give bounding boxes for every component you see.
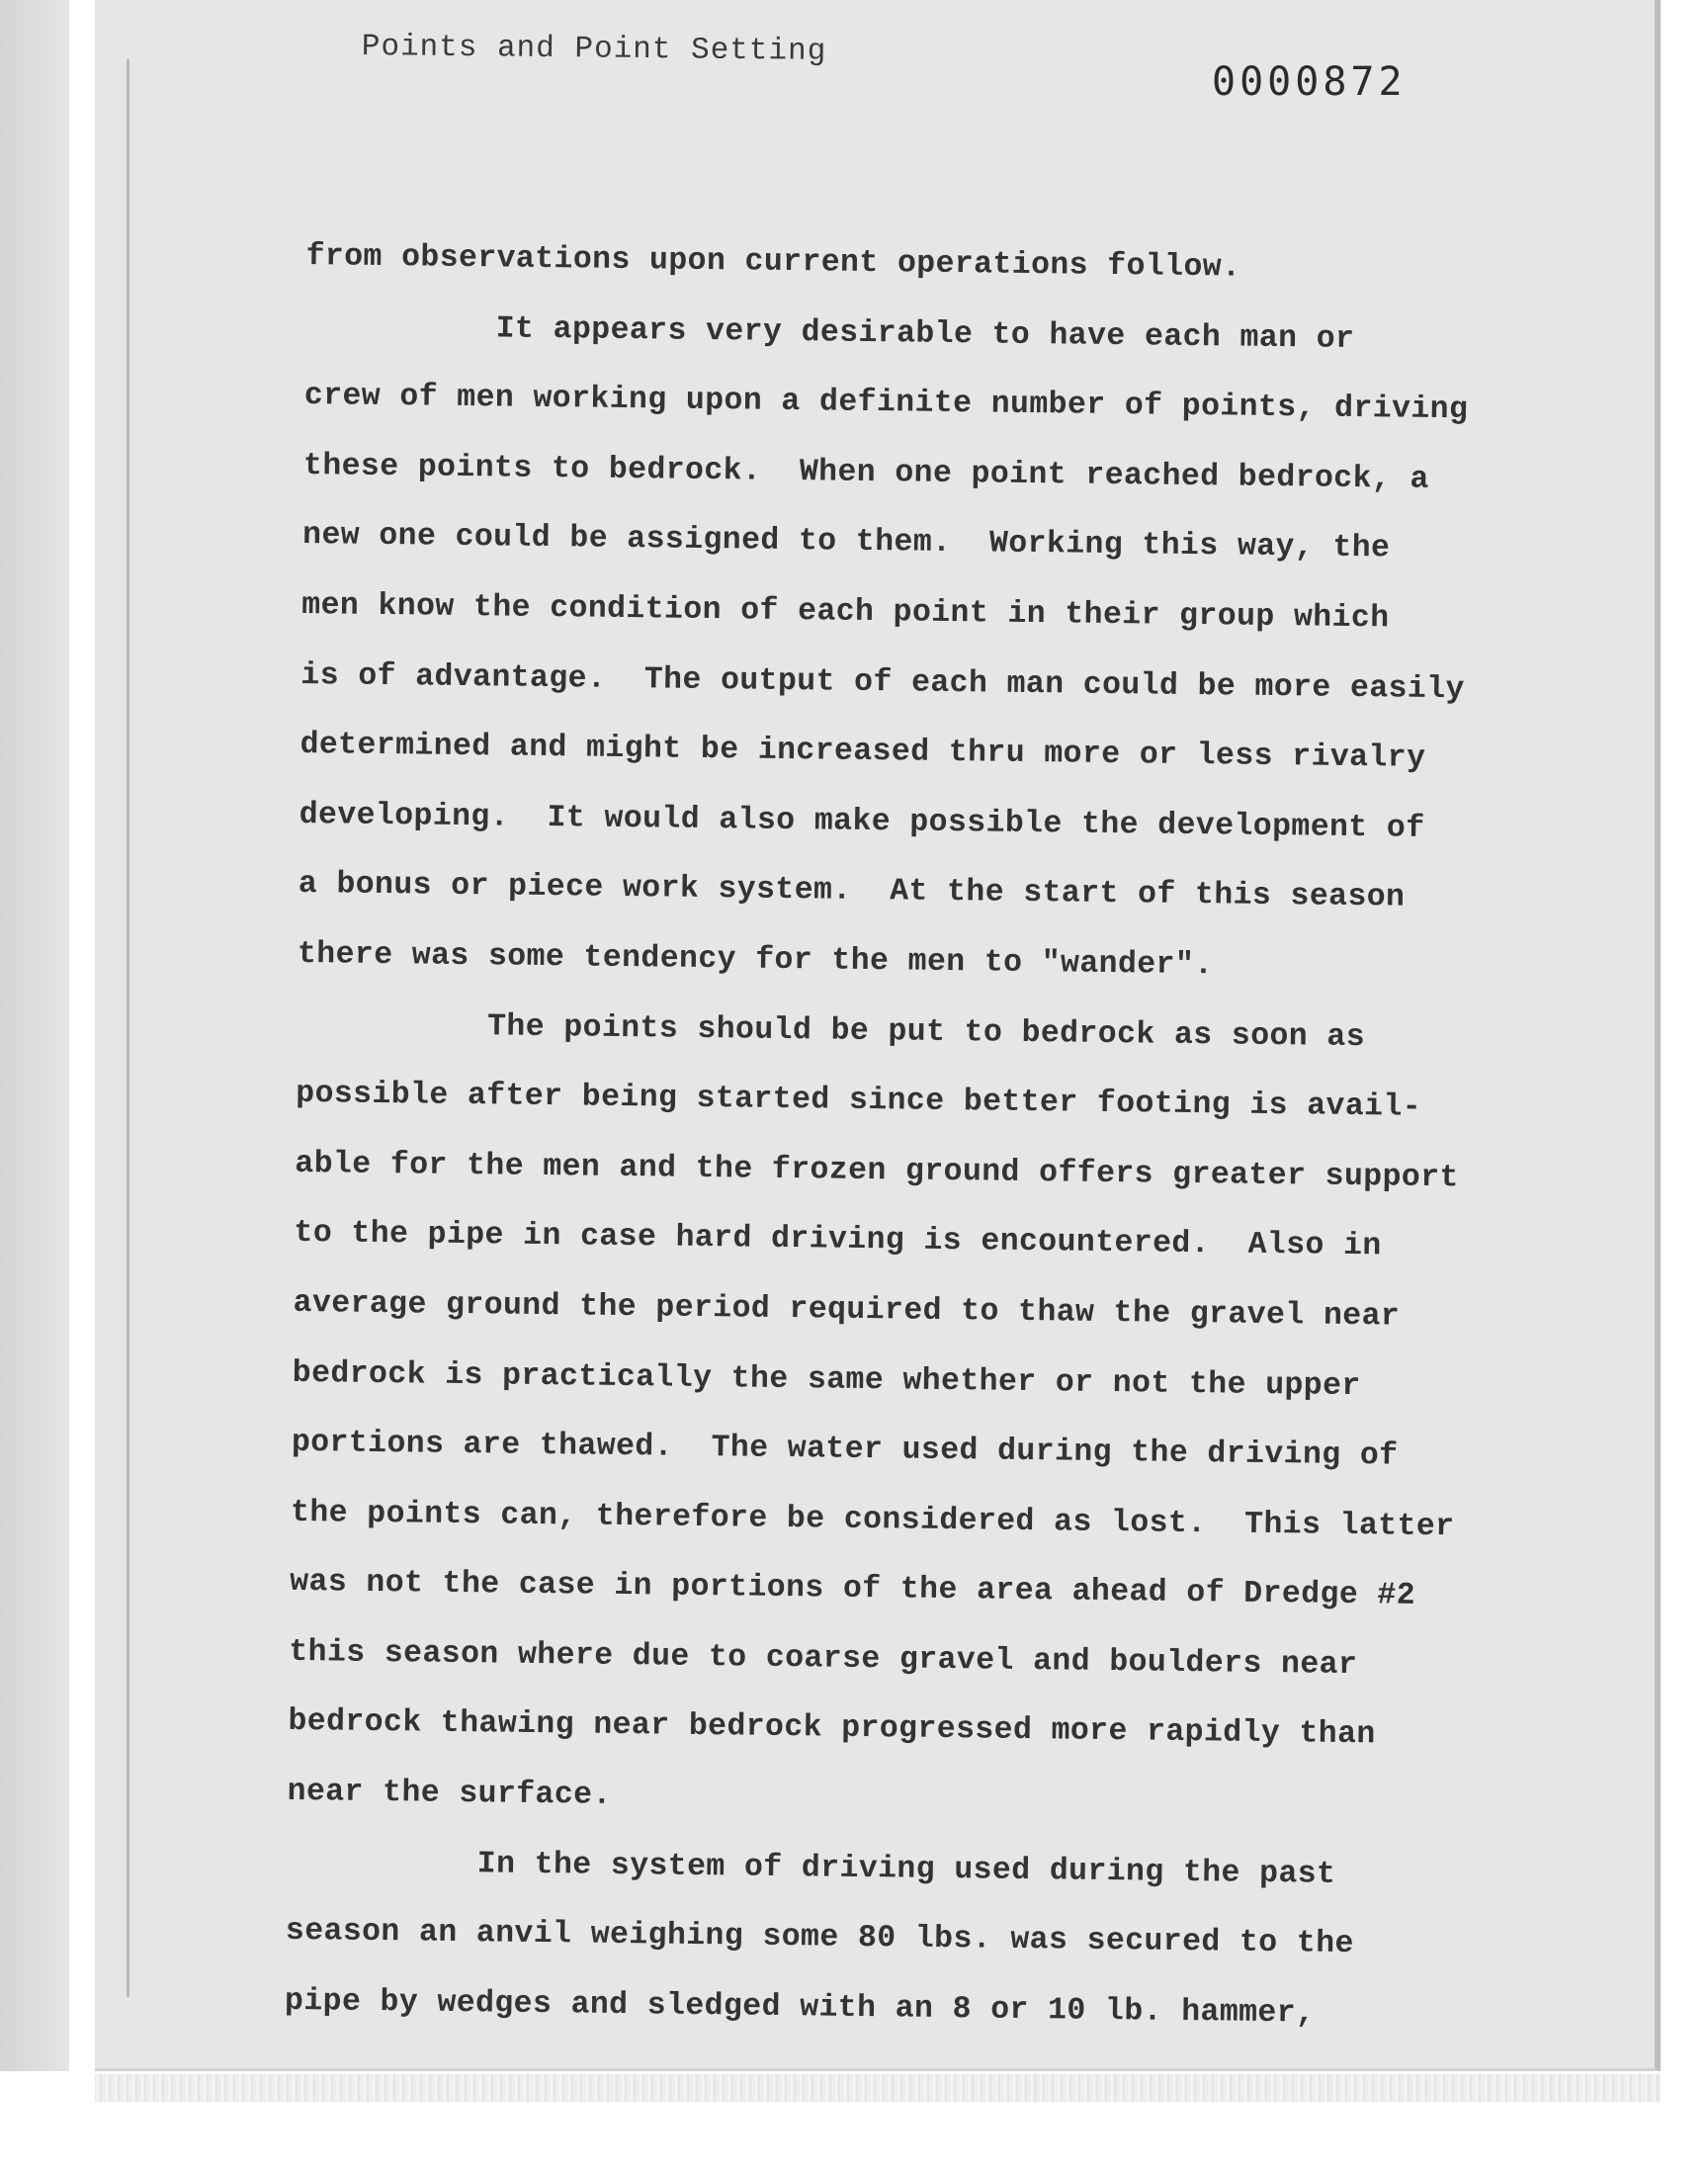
text-line: to the pipe in case hard driving is encountered. Also in	[294, 1216, 1382, 1264]
text-line: portions are thawed. The water used during the driving of	[291, 1426, 1399, 1474]
page-left-rule	[127, 59, 129, 1997]
text-line: is of advantage. The output of each man could be more easily	[300, 657, 1466, 707]
text-line: bedrock thawing near bedrock progressed more rapidly than	[288, 1704, 1376, 1753]
text-line: possible after being started since better footing is avail-	[296, 1077, 1422, 1125]
text-line: season an anvil weighing some 80 lbs. was secured to the	[285, 1914, 1354, 1962]
text-line: was not the case in portions of the area ahead of Dredge #2	[289, 1565, 1416, 1614]
text-line: new one could be assigned to them. Working this way, the	[301, 518, 1391, 566]
scan-margin-shadow	[0, 0, 69, 2071]
text-line: average ground the period required to thaw the gravel near	[293, 1285, 1401, 1335]
text-line: near the surface.	[287, 1774, 612, 1813]
text-line: pipe by wedges and sledged with an 8 or 10 lb. hammer,	[284, 1983, 1316, 2032]
document-body-text	[285, 222, 1591, 2052]
text-line: able for the men and the frozen ground offers greater support	[295, 1146, 1459, 1196]
text-line: the points can, therefore be considered as lost. This latter	[290, 1495, 1455, 1544]
scan-bottom-artifact	[95, 2074, 1661, 2102]
text-line: this season where due to coarse gravel and boulders near	[289, 1634, 1358, 1683]
text-line: from observations upon current operations follow.	[305, 238, 1241, 286]
text-line: men know the condition of each point in their group which	[301, 587, 1390, 637]
text-line: bedrock is practically the same whether or not the upper	[292, 1355, 1361, 1404]
text-line: developing. It would also make possible the development of	[299, 797, 1425, 846]
text-line: The points should be put to bedrock as soon as	[296, 1006, 1366, 1055]
page-header-title: Points and Point Setting	[361, 30, 827, 69]
text-line: In the system of driving used during the past	[286, 1844, 1336, 1892]
text-line: determined and might be increased thru more or less rivalry	[299, 728, 1426, 777]
document-number-stamp: 0000872	[1212, 59, 1407, 105]
text-line: there was some tendency for the men to "wander".	[297, 936, 1214, 984]
text-line: these points to bedrock. When one point reached bedrock, a	[302, 448, 1430, 497]
text-line: It appears very desirable to have each man or	[304, 308, 1355, 357]
text-line: a bonus or piece work system. At the start of this season	[298, 867, 1406, 915]
text-line: crew of men working upon a definite number of points, driving	[303, 379, 1469, 428]
